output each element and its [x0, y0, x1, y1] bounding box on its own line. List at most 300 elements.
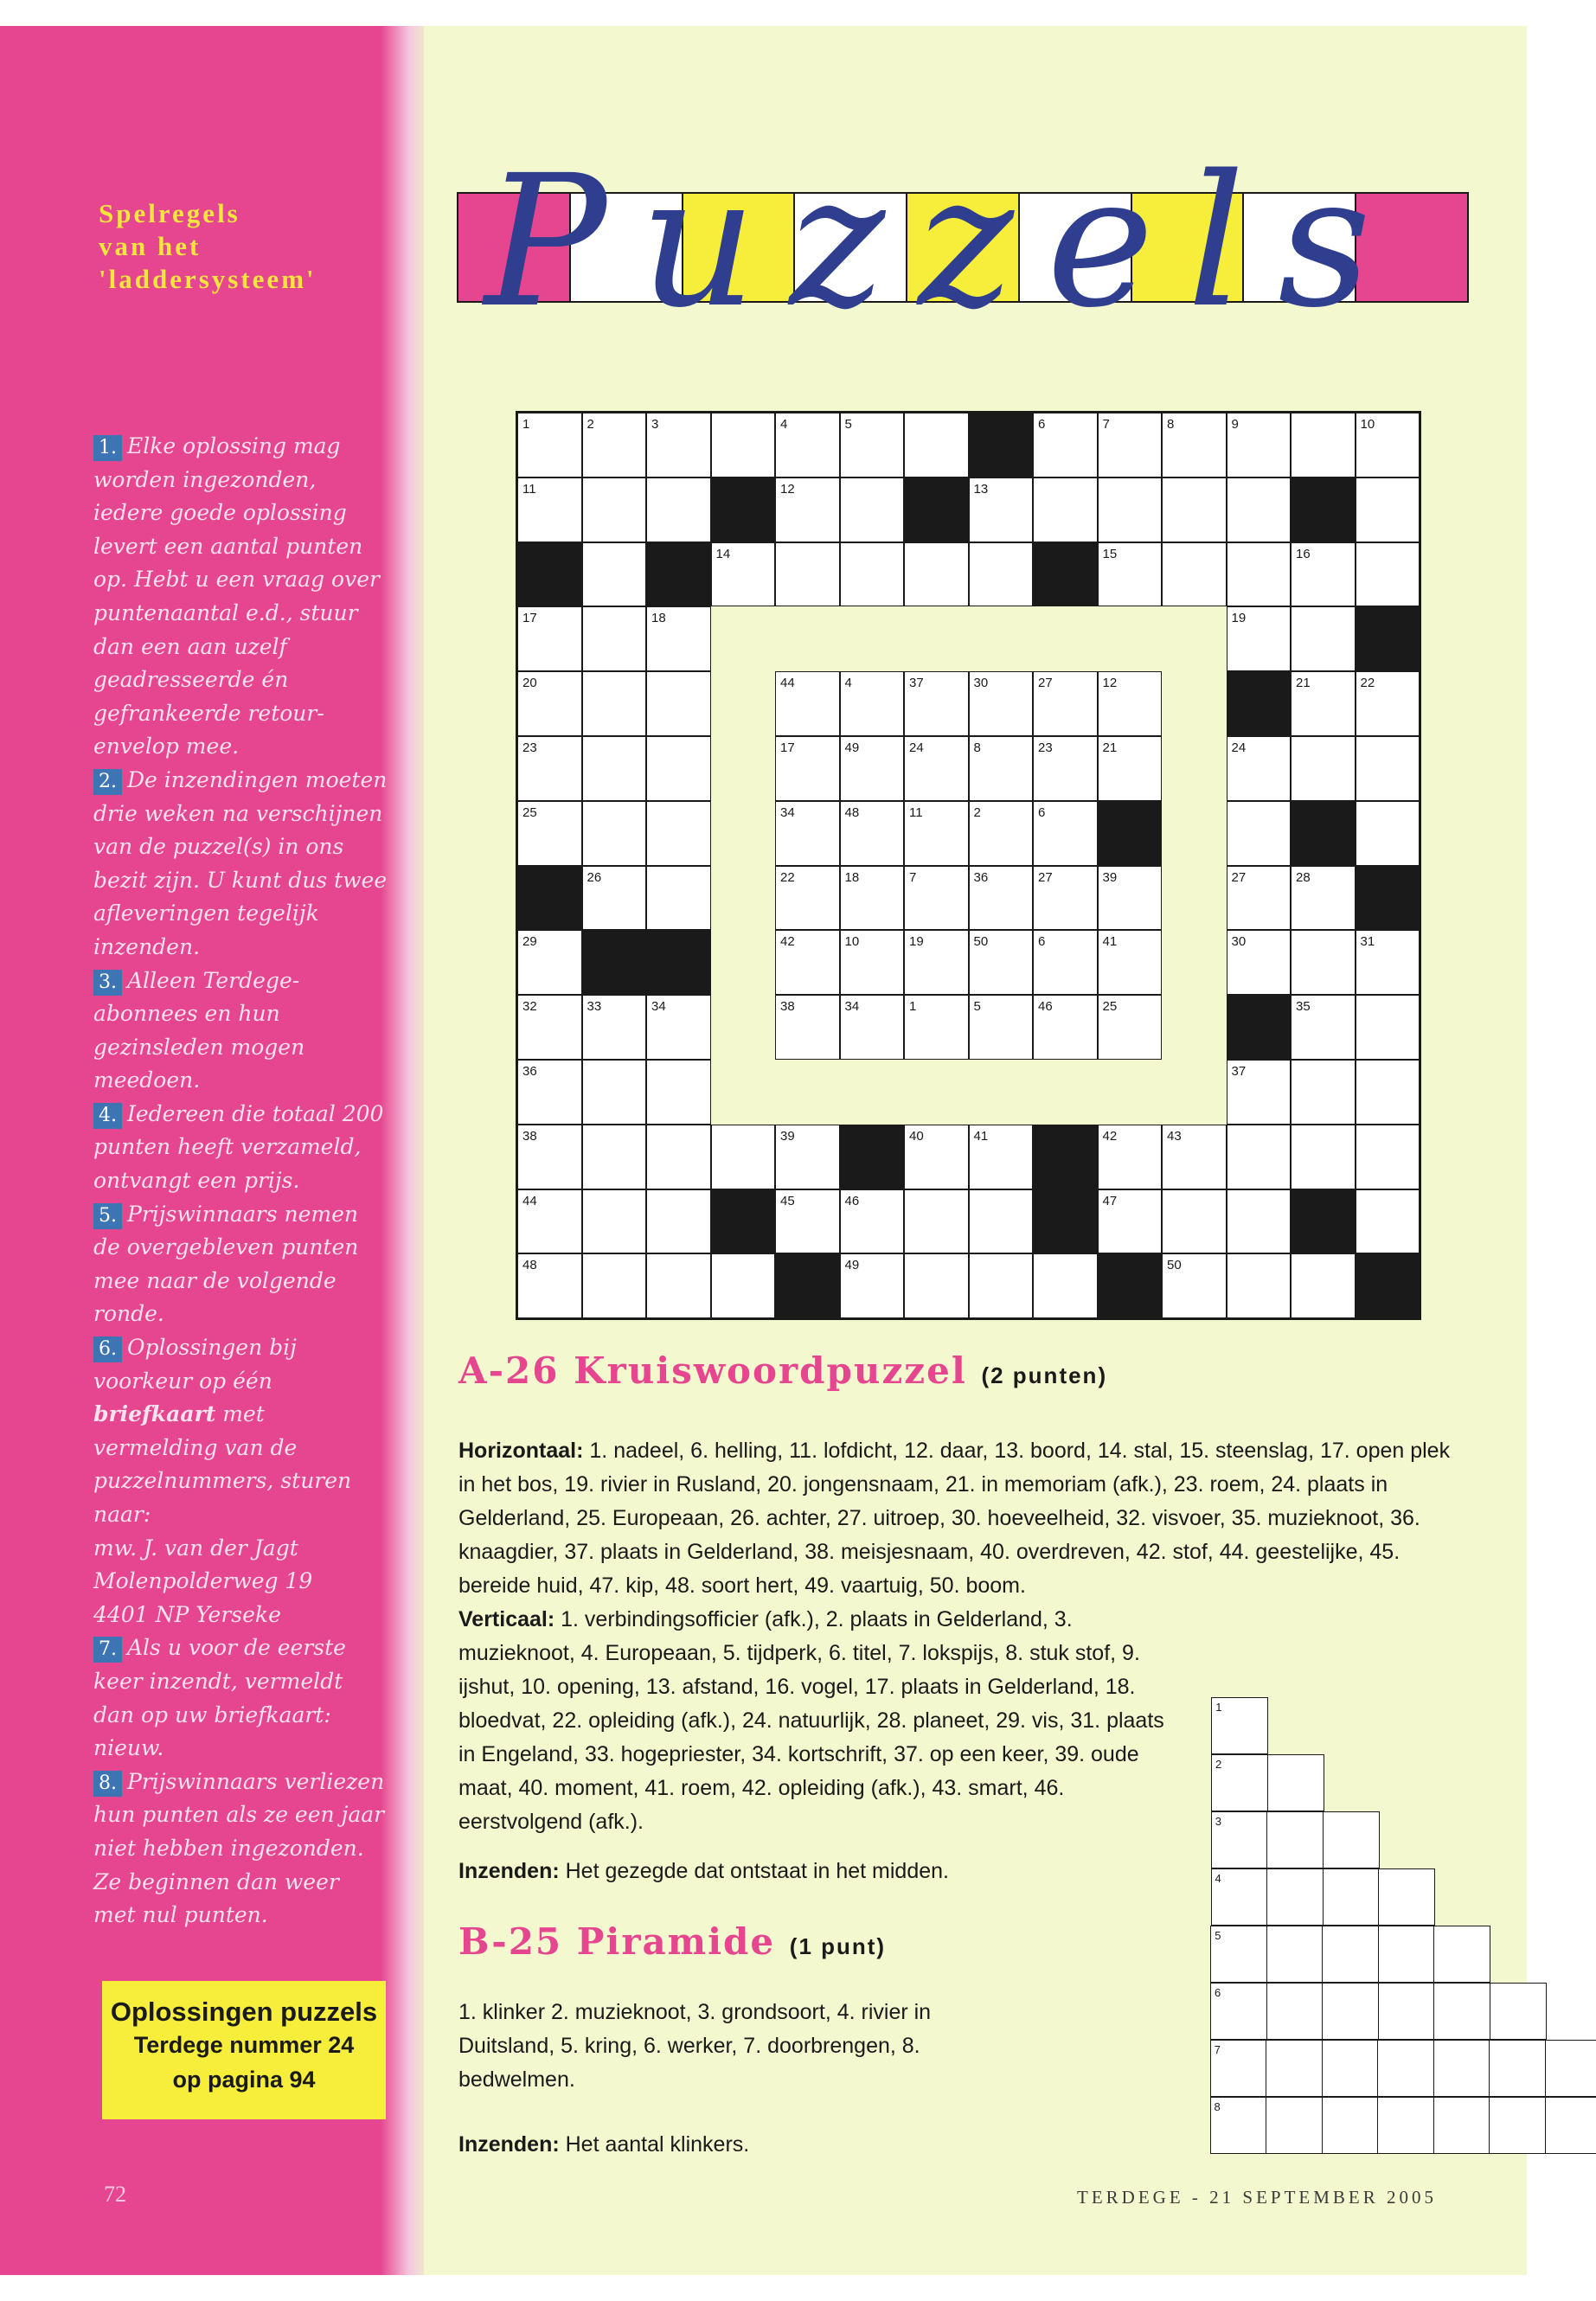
crossword-gap — [1033, 606, 1098, 671]
crossword-cell[interactable] — [1356, 995, 1420, 1060]
crossword-cell[interactable] — [1033, 995, 1098, 1060]
rule-number: 6. — [93, 1336, 122, 1362]
crossword-cell[interactable] — [1227, 801, 1292, 866]
crossword-cell[interactable] — [582, 478, 647, 542]
pyramid-cell[interactable] — [1322, 1983, 1379, 2040]
pyramid-cell[interactable] — [1323, 1811, 1380, 1868]
crossword-cell[interactable] — [840, 930, 905, 995]
crossword-cell[interactable] — [1356, 736, 1420, 801]
pyramid-cell[interactable] — [1377, 2097, 1434, 2154]
crossword-cell[interactable] — [517, 606, 582, 671]
crossword-black-cell — [711, 1189, 776, 1254]
pyramid-cell[interactable] — [1378, 1983, 1435, 2040]
pyramid-cell[interactable] — [1210, 2097, 1267, 2154]
rule-item — [93, 764, 388, 965]
crossword-gap — [840, 606, 905, 671]
pyramid-cell[interactable] — [1378, 1868, 1435, 1926]
crossword-cell[interactable] — [1356, 671, 1420, 736]
crossword-cell[interactable] — [582, 1253, 647, 1318]
crossword-cell[interactable] — [1227, 1125, 1292, 1189]
cell-number: 11 — [909, 804, 923, 820]
rule-number: 3. — [93, 970, 122, 996]
cell-number: 6 — [1038, 417, 1046, 432]
crossword-gap — [969, 1060, 1034, 1125]
cell-number: 43 — [1167, 1128, 1182, 1144]
pyramid-points: (1 punt) — [789, 1933, 887, 1959]
crossword-cell[interactable] — [969, 866, 1034, 931]
crossword-cell[interactable] — [1033, 801, 1098, 866]
crossword-cell[interactable] — [840, 801, 905, 866]
crossword-cell[interactable] — [646, 1125, 711, 1189]
pyramid-row-number: 6 — [1215, 1986, 1221, 1999]
cell-number: 49 — [844, 740, 860, 755]
cell-number: 50 — [1167, 1258, 1182, 1273]
crossword-cell[interactable] — [646, 671, 711, 736]
crossword-cell[interactable] — [1162, 1253, 1227, 1318]
pyramid-cell[interactable] — [1433, 1983, 1490, 2040]
cell-number: 29 — [522, 934, 537, 950]
crossword-cell[interactable] — [582, 801, 647, 866]
rule-text: Iedereen die totaal 200 punten heeft verzameld, ontvangt een prijs. — [93, 1100, 384, 1194]
cell-number: 32 — [522, 999, 537, 1015]
crossword-cell[interactable] — [904, 930, 969, 995]
cell-number: 4 — [780, 417, 788, 432]
cell-number: 41 — [973, 1128, 989, 1144]
cell-number: 22 — [1360, 676, 1375, 691]
rules-list — [93, 430, 388, 1932]
pyramid-cell[interactable] — [1211, 1811, 1268, 1868]
crossword-cell[interactable] — [1291, 1060, 1356, 1125]
crossword-black-cell — [1356, 606, 1420, 671]
cell-number: 11 — [522, 481, 536, 497]
cell-number: 20 — [522, 676, 537, 691]
crossword-cell[interactable] — [517, 1253, 582, 1318]
rule-text: Oplossingen bij voorkeur op één — [93, 1335, 297, 1394]
crossword-cell[interactable] — [1227, 1189, 1292, 1254]
cell-number: 22 — [780, 869, 795, 885]
crossword-black-cell — [646, 930, 711, 995]
pyramid-send — [458, 2132, 749, 2157]
crossword-cell[interactable] — [840, 1253, 905, 1318]
crossword-cell[interactable] — [1162, 478, 1227, 542]
pyramid-cell[interactable] — [1211, 1754, 1268, 1811]
crossword-cell[interactable] — [1098, 1189, 1163, 1254]
crossword-cell[interactable] — [582, 542, 647, 607]
cell-number: 35 — [1296, 999, 1311, 1015]
crossword-cell[interactable] — [646, 606, 711, 671]
vertical-label: Verticaal: — [458, 1607, 555, 1631]
crossword-cell[interactable] — [1033, 930, 1098, 995]
crossword-gap — [969, 606, 1034, 671]
crossword-black-cell — [969, 413, 1034, 478]
rule-text-bold: briefkaart — [93, 1401, 216, 1427]
crossword-cell[interactable] — [1098, 671, 1163, 736]
crossword-cell[interactable] — [969, 478, 1034, 542]
cell-number: 25 — [522, 804, 537, 820]
pyramid-cell[interactable] — [1211, 1868, 1268, 1926]
rule-text: Prijswinnaars nemen de overgebleven punten mee naar de volgende ronde. — [93, 1201, 359, 1327]
crossword-cell[interactable] — [1356, 413, 1420, 478]
crossword-cell[interactable] — [904, 1189, 969, 1254]
crossword-cell[interactable] — [1227, 1060, 1292, 1125]
crossword-cell[interactable] — [517, 736, 582, 801]
cell-number: 24 — [909, 740, 924, 755]
solutions-line: Terdege nummer 24 — [133, 2032, 355, 2058]
rule-number: 1. — [93, 435, 122, 461]
crossword-cell[interactable] — [517, 478, 582, 542]
crossword-cell[interactable] — [646, 801, 711, 866]
pyramid-row-number: 5 — [1215, 1929, 1221, 1942]
crossword-cell[interactable] — [1033, 866, 1098, 931]
crossword-cell[interactable] — [969, 1253, 1034, 1318]
pyramid-cell[interactable] — [1210, 1983, 1267, 2040]
crossword-cell[interactable] — [1356, 1060, 1420, 1125]
cell-number: 2 — [586, 417, 594, 432]
cell-number: 38 — [780, 999, 795, 1015]
crossword-cell[interactable] — [646, 866, 711, 931]
cell-number: 13 — [973, 481, 989, 497]
crossword-cell[interactable] — [840, 736, 905, 801]
rules-title-line: van het — [99, 231, 202, 261]
crossword-cell[interactable] — [1227, 478, 1292, 542]
crossword-cell[interactable] — [904, 542, 969, 607]
crossword-black-cell — [517, 866, 582, 931]
crossword-cell[interactable] — [775, 542, 840, 607]
crossword-cell[interactable] — [646, 1253, 711, 1318]
crossword-cell[interactable] — [840, 866, 905, 931]
pyramid-cell[interactable] — [1323, 1868, 1380, 1926]
crossword-cell[interactable] — [1291, 671, 1356, 736]
crossword-gap — [1162, 671, 1227, 736]
crossword-cell[interactable] — [1291, 736, 1356, 801]
page-title: Puzzels — [484, 136, 1405, 348]
crossword-cell[interactable] — [775, 866, 840, 931]
rules-title-line: 'laddersysteem' — [99, 264, 317, 294]
pyramid-cell[interactable] — [1266, 1868, 1324, 1926]
pyramid-cell[interactable] — [1545, 2040, 1596, 2097]
cell-number: 19 — [1231, 611, 1247, 626]
crossword-cell[interactable] — [904, 1253, 969, 1318]
horizontal-label: Horizontaal: — [458, 1439, 584, 1463]
pyramid-cell[interactable] — [1210, 2040, 1267, 2097]
pyramid-cell[interactable] — [1377, 2040, 1434, 2097]
crossword-gap — [711, 736, 776, 801]
rule-item — [93, 1098, 388, 1198]
pyramid-cell[interactable] — [1322, 2097, 1379, 2154]
crossword-cell[interactable] — [775, 413, 840, 478]
pyramid-cell[interactable] — [1266, 1811, 1324, 1868]
crossword-cell[interactable] — [840, 995, 905, 1060]
crossword-cell[interactable] — [582, 866, 647, 931]
pyramid-title: B-25 Piramide — [458, 1920, 776, 1963]
pyramid-cell[interactable] — [1322, 1926, 1379, 1983]
crossword-cell[interactable] — [646, 478, 711, 542]
pyramid-cell[interactable] — [1322, 2040, 1379, 2097]
crossword-gap — [1162, 930, 1227, 995]
crossword-cell[interactable] — [969, 930, 1034, 995]
crossword-cell[interactable] — [582, 995, 647, 1060]
cell-number: 6 — [1038, 804, 1046, 820]
crossword-cell[interactable] — [1098, 1125, 1163, 1189]
cell-number: 3 — [651, 417, 659, 432]
crossword-cell[interactable] — [904, 866, 969, 931]
crossword-cell[interactable] — [775, 995, 840, 1060]
crossword-cell[interactable] — [646, 413, 711, 478]
crossword-gap — [711, 606, 776, 671]
crossword-cell[interactable] — [582, 1060, 647, 1125]
crossword-cell[interactable] — [969, 736, 1034, 801]
pyramid-cell[interactable] — [1489, 2040, 1546, 2097]
rule-item — [93, 430, 388, 764]
cell-number: 19 — [909, 934, 924, 950]
crossword-cell[interactable] — [1098, 930, 1163, 995]
crossword-gap — [711, 1060, 776, 1125]
pyramid-row — [1212, 1868, 1435, 1926]
cell-number: 49 — [844, 1258, 860, 1273]
send-label: Inzenden: — [458, 1859, 560, 1883]
crossword-cell[interactable] — [1227, 542, 1292, 607]
crossword-black-cell — [840, 1125, 905, 1189]
crossword-cell[interactable] — [904, 671, 969, 736]
cell-number: 5 — [844, 417, 852, 432]
crossword-cell[interactable] — [1162, 1189, 1227, 1254]
pyramid-row — [1213, 1697, 1269, 1754]
crossword-gap — [1098, 1060, 1163, 1125]
crossword-cell[interactable] — [711, 413, 776, 478]
crossword-cell[interactable] — [1098, 736, 1163, 801]
crossword-cell[interactable] — [1033, 671, 1098, 736]
crossword-cell[interactable] — [1098, 866, 1163, 931]
cell-number: 5 — [973, 999, 981, 1015]
crossword-gap — [1162, 606, 1227, 671]
crossword-cell[interactable] — [1162, 1125, 1227, 1189]
cell-number: 36 — [522, 1063, 537, 1079]
crossword-cell[interactable] — [1356, 542, 1420, 607]
crossword-cell[interactable] — [1227, 413, 1292, 478]
cell-number: 9 — [1231, 417, 1239, 432]
crossword-cell[interactable] — [840, 413, 905, 478]
cell-number: 42 — [780, 934, 795, 950]
pyramid-cell[interactable] — [1433, 1926, 1490, 1983]
cell-number: 27 — [1038, 869, 1053, 885]
rule-number: 7. — [93, 1637, 122, 1663]
cell-number: 27 — [1038, 676, 1053, 691]
crossword-cell[interactable] — [840, 478, 905, 542]
pyramid-cell[interactable] — [1266, 2040, 1323, 2097]
crossword-cell[interactable] — [775, 930, 840, 995]
rule-text: Elke oplossing mag worden ingezonden, iedere goede oplossing levert een aantal punten op. Hebt u een vraag over puntenaantal e.d., stuur dan een aan uzelf geadresseerde én gefrankeerde retour-envelop mee. — [93, 433, 380, 760]
cell-number: 48 — [522, 1258, 537, 1273]
crossword-cell[interactable] — [969, 801, 1034, 866]
crossword-cell[interactable] — [1033, 413, 1098, 478]
crossword-gap — [711, 801, 776, 866]
crossword-gap — [1033, 1060, 1098, 1125]
crossword-cell[interactable] — [840, 542, 905, 607]
crossword-gap — [1162, 995, 1227, 1060]
rule-text: met vermelding van de puzzelnummers, sturen naar: — [93, 1401, 352, 1527]
crossword-cell[interactable] — [1291, 995, 1356, 1060]
crossword-grid — [516, 411, 1421, 1320]
cell-number: 30 — [973, 676, 989, 691]
rule-number: 8. — [93, 1771, 122, 1797]
pyramid-cell[interactable] — [1490, 1983, 1547, 2040]
crossword-cell[interactable] — [1291, 542, 1356, 607]
pyramid-cell[interactable] — [1545, 2097, 1596, 2154]
cell-number: 40 — [909, 1128, 924, 1144]
crossword-cell[interactable] — [1291, 1125, 1356, 1189]
crossword-cell[interactable] — [904, 995, 969, 1060]
crossword-cell[interactable] — [1033, 736, 1098, 801]
crossword-cell[interactable] — [1098, 542, 1163, 607]
crossword-cell[interactable] — [517, 930, 582, 995]
pyramid-cell[interactable] — [1210, 1926, 1267, 1983]
crossword-cell[interactable] — [1291, 413, 1356, 478]
pyramid-row-number: 1 — [1215, 1701, 1222, 1714]
cell-number: 38 — [522, 1128, 537, 1144]
crossword-cell[interactable] — [775, 1125, 840, 1189]
rule-item — [93, 1766, 388, 1932]
crossword-cell[interactable] — [517, 413, 582, 478]
crossword-cell[interactable] — [646, 1060, 711, 1125]
crossword-cell[interactable] — [517, 1189, 582, 1254]
crossword-cell[interactable] — [1227, 930, 1292, 995]
cell-number: 39 — [1102, 869, 1118, 885]
cell-number: 34 — [844, 999, 860, 1015]
crossword-cell[interactable] — [1162, 413, 1227, 478]
crossword-cell[interactable] — [711, 1253, 776, 1318]
pyramid-cell[interactable] — [1433, 2040, 1490, 2097]
crossword-cell[interactable] — [840, 1189, 905, 1254]
crossword-cell[interactable] — [646, 1189, 711, 1254]
pyramid-cell[interactable] — [1266, 1983, 1324, 2040]
send-text: Het gezegde dat ontstaat in het midden. — [565, 1859, 949, 1883]
crossword-cell[interactable] — [1356, 930, 1420, 995]
crossword-cell[interactable] — [1098, 995, 1163, 1060]
crossword-cell[interactable] — [969, 542, 1034, 607]
crossword-cell[interactable] — [517, 1060, 582, 1125]
crossword-cell[interactable] — [1227, 866, 1292, 931]
crossword-black-cell — [517, 542, 582, 607]
cell-number: 44 — [780, 676, 795, 691]
crossword-gap — [711, 995, 776, 1060]
cell-number: 34 — [651, 999, 666, 1015]
crossword-cell[interactable] — [1291, 866, 1356, 931]
cell-number: 42 — [1102, 1128, 1118, 1144]
crossword-cell[interactable] — [646, 736, 711, 801]
rule-item — [93, 1198, 388, 1331]
pyramid-row — [1212, 1926, 1491, 1983]
crossword-cell[interactable] — [711, 542, 776, 607]
crossword-gap — [775, 606, 840, 671]
cell-number: 6 — [1038, 934, 1046, 950]
cell-number: 2 — [973, 804, 981, 820]
cell-number: 47 — [1102, 1193, 1118, 1208]
crossword-cell[interactable] — [1098, 478, 1163, 542]
footer-text: TERDEGE - 21 SEPTEMBER 2005 — [1077, 2187, 1437, 2208]
crossword-cell[interactable] — [1356, 801, 1420, 866]
crossword-cell[interactable] — [904, 1125, 969, 1189]
cell-number: 1 — [522, 417, 530, 432]
crossword-cell[interactable] — [775, 671, 840, 736]
crossword-gap — [775, 1060, 840, 1125]
rule-number: 4. — [93, 1103, 122, 1129]
crossword-cell[interactable] — [517, 995, 582, 1060]
cell-number: 45 — [780, 1193, 795, 1208]
crossword-cell[interactable] — [1291, 606, 1356, 671]
crossword-cell[interactable] — [1098, 413, 1163, 478]
cell-number: 27 — [1231, 869, 1247, 885]
crossword-cell[interactable] — [1356, 1125, 1420, 1189]
cell-number: 33 — [586, 999, 602, 1015]
crossword-cell[interactable] — [517, 1125, 582, 1189]
cell-number: 31 — [1360, 934, 1375, 950]
crossword-gap — [904, 606, 969, 671]
crossword-cell[interactable] — [582, 736, 647, 801]
cell-number: 17 — [780, 740, 795, 755]
cell-number: 23 — [522, 740, 537, 755]
crossword-cell[interactable] — [775, 478, 840, 542]
crossword-cell[interactable] — [582, 1189, 647, 1254]
cell-number: 18 — [651, 611, 666, 626]
pyramid-cell[interactable] — [1266, 2097, 1323, 2154]
rule-text: Alleen Terdege-abonnees en hun gezinsleden mogen meedoen. — [93, 967, 305, 1093]
crossword-gap — [840, 1060, 905, 1125]
crossword-cell[interactable] — [1356, 1189, 1420, 1254]
crossword-cell[interactable] — [582, 1125, 647, 1189]
crossword-cell[interactable] — [1291, 1253, 1356, 1318]
pyramid-cell[interactable] — [1378, 1926, 1435, 1983]
crossword-cell[interactable] — [904, 801, 969, 866]
crossword-cell[interactable] — [582, 413, 647, 478]
crossword-cell[interactable] — [969, 995, 1034, 1060]
crossword-cell[interactable] — [969, 1189, 1034, 1254]
address-line: mw. J. van der Jagt — [93, 1535, 298, 1561]
pyramid-cell[interactable] — [1267, 1754, 1324, 1811]
rule-number: 2. — [93, 769, 122, 795]
cell-number: 30 — [1231, 934, 1247, 950]
crossword-cell[interactable] — [1227, 1253, 1292, 1318]
pyramid-cell[interactable] — [1489, 2097, 1546, 2154]
crossword-cell[interactable] — [517, 801, 582, 866]
crossword-cell[interactable] — [1033, 1253, 1098, 1318]
rule-text: Als u voor de eerste keer inzendt, vermeldt dan op uw briefkaart: nieuw. — [93, 1635, 346, 1761]
crossword-cell[interactable] — [775, 736, 840, 801]
crossword-cell[interactable] — [1162, 542, 1227, 607]
crossword-cell[interactable] — [517, 671, 582, 736]
crossword-cell[interactable] — [646, 995, 711, 1060]
crossword-cell[interactable] — [1227, 606, 1292, 671]
crossword-cell[interactable] — [840, 671, 905, 736]
crossword-cell[interactable] — [904, 413, 969, 478]
crossword-cell[interactable] — [1033, 478, 1098, 542]
crossword-cell[interactable] — [775, 801, 840, 866]
cell-number: 24 — [1231, 740, 1247, 755]
crossword-cell[interactable] — [582, 606, 647, 671]
pyramid-cell[interactable] — [1433, 2097, 1490, 2154]
crossword-cell[interactable] — [969, 1125, 1034, 1189]
pyramid-cell[interactable] — [1266, 1926, 1324, 1983]
crossword-cell[interactable] — [904, 736, 969, 801]
crossword-cell[interactable] — [969, 671, 1034, 736]
cell-number: 36 — [973, 869, 989, 885]
crossword-cell[interactable] — [1227, 736, 1292, 801]
crossword-cell[interactable] — [775, 1189, 840, 1254]
crossword-cell[interactable] — [1291, 930, 1356, 995]
crossword-cell[interactable] — [711, 1125, 776, 1189]
crossword-cell[interactable] — [1356, 478, 1420, 542]
pyramid-cell[interactable] — [1211, 1697, 1268, 1754]
crossword-cell[interactable] — [582, 671, 647, 736]
